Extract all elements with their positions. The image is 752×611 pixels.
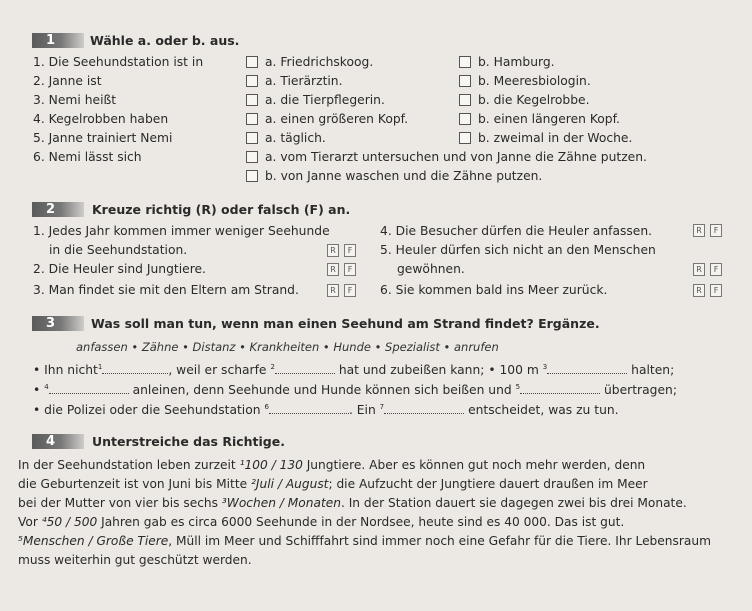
gap-6-number: 6 — [264, 402, 269, 411]
s4-l4-a: Vor — [18, 515, 42, 529]
s1-item-5-b-checkbox[interactable] — [459, 132, 471, 144]
s1-item-2-a: a. Tierärztin. — [265, 74, 343, 88]
gap-4[interactable] — [49, 382, 129, 394]
s1-item-4-stem: 4. Kegelrobben haben — [33, 112, 169, 126]
s1-item-4-a: a. einen größeren Kopf. — [265, 112, 408, 126]
s2-item-2-f-box[interactable]: F — [344, 263, 356, 276]
s4-l3-a: bei der Mutter von vier bis sechs — [18, 496, 222, 510]
s2-item-6-f-box[interactable]: F — [710, 284, 722, 297]
s2-item-3-f-box[interactable]: F — [344, 284, 356, 297]
s1-item-6-stem: 6. Nemi lässt sich — [33, 150, 142, 164]
gap-4-number: 4 — [44, 382, 49, 391]
section-4-title: Unterstreiche das Richtige. — [92, 434, 285, 449]
section-3-number: 3 — [32, 316, 84, 331]
choice-1[interactable]: ¹100 / 130 — [239, 458, 303, 472]
s1-item-2-b: b. Meeresbiologin. — [478, 74, 591, 88]
s1-item-4-a-checkbox[interactable] — [246, 113, 258, 125]
s3-l2-bullet: • — [33, 383, 41, 397]
s1-item-3-stem: 3. Nemi heißt — [33, 93, 117, 107]
s1-item-1-a: a. Friedrichskoog. — [265, 55, 374, 69]
gap-3-number: 3 — [542, 362, 548, 371]
word-bank: anfassen • Zähne • Distanz • Krankheiten • Hunde • Spezialist • anrufen — [76, 340, 499, 354]
s2-item-1-line-2: in die Seehundstation. — [49, 243, 188, 257]
gap-2-number: 2 — [270, 362, 275, 371]
s2-item-1-f-box[interactable]: F — [344, 244, 356, 257]
s1-item-4-b: b. einen längeren Kopf. — [478, 112, 620, 126]
s3-l1-text-a: • Ihn nicht — [33, 363, 98, 377]
s2-item-6: 6. Sie kommen bald ins Meer zurück. — [380, 283, 608, 297]
s4-line-5 — [18, 532, 711, 551]
gap-7-number: 7 — [379, 402, 385, 411]
s3-l3-text-c: entscheidet, was zu tun. — [468, 403, 619, 417]
choice-2[interactable]: ²Juli / August — [250, 477, 329, 491]
s2-item-5-line-2: gewöhnen. — [397, 262, 465, 276]
s4-line-4 — [18, 513, 624, 532]
s1-item-1-b: b. Hamburg. — [478, 55, 555, 69]
s1-item-2-b-checkbox[interactable] — [459, 75, 471, 87]
s2-item-3-r-box[interactable]: R — [327, 284, 339, 297]
s1-item-5-stem: 5. Janne trainiert Nemi — [33, 131, 173, 145]
s1-item-6-a: a. vom Tierarzt untersuchen und von Janne die Zähne putzen. — [265, 150, 647, 164]
s2-item-1-line-1: 1. Jedes Jahr kommen immer weniger Seehunde — [33, 224, 330, 238]
s4-l5-b: , Müll im Meer und Schifffahrt sind immer noch eine Gefahr für die Tiere. Ihr Lebensraum — [168, 534, 711, 548]
section-1-number: 1 — [32, 33, 84, 48]
s1-item-3-b: b. die Kegelrobbe. — [478, 93, 590, 107]
gap-2[interactable] — [275, 362, 335, 374]
s2-item-5-line-1: 5. Heuler dürfen sich nicht an den Menschen — [380, 243, 656, 257]
gap-1-number: 1 — [97, 362, 103, 371]
s3-line-2 — [33, 382, 677, 397]
choice-4[interactable]: ⁴50 / 500 — [41, 515, 98, 529]
s2-item-4-f-box[interactable]: F — [710, 224, 722, 237]
s2-item-5-f-box[interactable]: F — [710, 263, 722, 276]
s1-item-2-a-checkbox[interactable] — [246, 75, 258, 87]
s1-item-3-b-checkbox[interactable] — [459, 94, 471, 106]
gap-1[interactable] — [102, 362, 168, 374]
section-2-number: 2 — [32, 202, 84, 217]
s4-line-2 — [18, 475, 648, 494]
gap-5[interactable] — [520, 382, 600, 394]
s2-item-4: 4. Die Besucher dürfen die Heuler anfassen. — [380, 224, 653, 238]
s1-item-1-b-checkbox[interactable] — [459, 56, 471, 68]
s4-l3-c: . In der Station dauert sie dagegen zwei bis drei Monate. — [340, 496, 687, 510]
gap-5-number: 5 — [515, 382, 521, 391]
s1-item-5-b: b. zweimal in der Woche. — [478, 131, 633, 145]
s1-item-5-a: a. täglich. — [265, 131, 326, 145]
s1-item-1-a-checkbox[interactable] — [246, 56, 258, 68]
s3-l1-text-d: halten; — [631, 363, 675, 377]
s2-item-1-r-box[interactable]: R — [327, 244, 339, 257]
s1-item-4-b-checkbox[interactable] — [459, 113, 471, 125]
s1-item-3-a: a. die Tierpflegerin. — [265, 93, 385, 107]
section-2-title: Kreuze richtig (R) oder falsch (F) an. — [92, 202, 351, 217]
gap-3[interactable] — [547, 362, 627, 374]
s3-l2-text-b: anleinen, denn Seehunde und Hunde können sich beißen und — [132, 383, 512, 397]
s4-l4-c: Jahren gab es circa 6000 Seehunde in der Nordsee, heute sind es 40 000. Das ist gut. — [97, 515, 625, 529]
s2-item-5-r-box[interactable]: R — [693, 263, 705, 276]
gap-7[interactable] — [384, 402, 464, 414]
gap-6[interactable] — [269, 402, 349, 414]
s3-line-1 — [33, 362, 674, 377]
s1-item-5-a-checkbox[interactable] — [246, 132, 258, 144]
s4-line-1 — [18, 456, 645, 475]
s4-l2-c: ; die Aufzucht der Jungtiere dauert draußen im Meer — [328, 477, 648, 491]
s4-l1-a: In der Seehundstation leben zurzeit — [18, 458, 240, 472]
section-3-title: Was soll man tun, wenn man einen Seehund am Strand findet? Ergänze. — [91, 316, 600, 331]
s4-l2-a: die Geburtenzeit ist von Juni bis Mitte — [18, 477, 251, 491]
choice-5[interactable]: ⁵Menschen / Große Tiere — [18, 534, 169, 548]
s2-item-4-r-box[interactable]: R — [693, 224, 705, 237]
s4-line-6: muss weiterhin gut geschützt werden. — [18, 553, 252, 567]
s2-item-6-r-box[interactable]: R — [693, 284, 705, 297]
s3-l3-text-a: • die Polizei oder die Seehundstation — [33, 403, 261, 417]
s2-item-2-r-box[interactable]: R — [327, 263, 339, 276]
section-4-number: 4 — [32, 434, 84, 449]
s4-line-3 — [18, 494, 687, 513]
s1-item-6-b-checkbox[interactable] — [246, 170, 258, 182]
s4-l1-c: Jungtiere. Aber es können gut noch mehr werden, denn — [302, 458, 646, 472]
section-1-title: Wähle a. oder b. aus. — [90, 33, 240, 48]
s1-item-6-b: b. von Janne waschen und die Zähne putzen. — [265, 169, 543, 183]
s3-l3-text-b: . Ein — [348, 403, 376, 417]
s2-item-3: 3. Man findet sie mit den Eltern am Strand. — [33, 283, 299, 297]
s3-l1-text-c: hat und zubeißen kann; • 100 m — [338, 363, 539, 377]
s1-item-3-a-checkbox[interactable] — [246, 94, 258, 106]
choice-3[interactable]: ³Wochen / Monaten — [221, 496, 341, 510]
s1-item-1-stem: 1. Die Seehundstation ist in — [33, 55, 204, 69]
s1-item-2-stem: 2. Janne ist — [33, 74, 102, 88]
s3-l2-text-c: übertragen; — [604, 383, 677, 397]
s3-l1-text-b: , weil er scharfe — [168, 363, 267, 377]
s2-item-2: 2. Die Heuler sind Jungtiere. — [33, 262, 206, 276]
s3-line-3 — [33, 402, 619, 417]
s1-item-6-a-checkbox[interactable] — [246, 151, 258, 163]
